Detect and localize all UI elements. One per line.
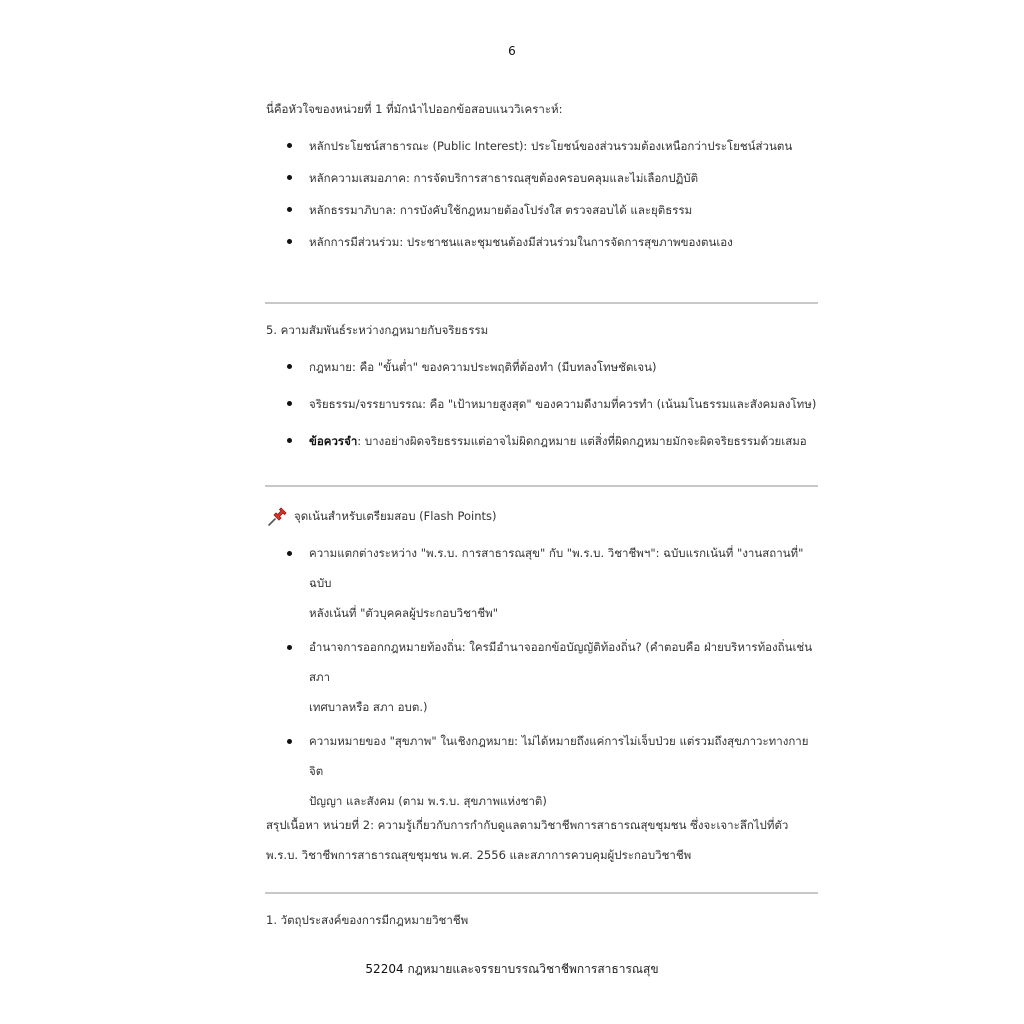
divider	[265, 892, 818, 894]
remember-label: ข้อควรจำ	[309, 434, 358, 448]
summary-line: พ.ร.บ. วิชาชีพการสาธารณสุขชุมชน พ.ศ. 2556 และสภาการควบคุมผู้ประกอบวิชาชีพ	[266, 848, 692, 862]
list-item	[285, 632, 825, 722]
list-item	[285, 351, 825, 383]
list-item: หลักความเสมอภาค: การจัดบริการสาธารณสุขต้องครอบคลุมและไม่เลือกปฏิบัติ	[285, 162, 825, 194]
list-item	[285, 388, 825, 420]
intro-text: นี่คือหัวใจของหน่วยที่ 1 ที่มักนำไปออกข้อสอบแนววิเคราะห์:	[266, 102, 563, 116]
section-heading: 1. วัตถุประสงค์ของการมีกฎหมายวิชาชีพ	[266, 913, 469, 927]
course-title: กฎหมายและจรรยาบรรณวิชาชีพการสาธารณสุข	[407, 962, 659, 976]
list-item-text: : บางอย่างผิดจริยธรรมแต่อาจไม่ผิดกฎหมาย แต่สิ่งที่ผิดกฎหมายมักจะผิดจริยธรรมด้วยเสมอ	[357, 434, 807, 448]
divider	[265, 485, 818, 487]
list-item-line: เทศบาลหรือ สภา อบต.)	[309, 700, 428, 714]
list-item-text: กฎหมาย: คือ "ขั้นต่ำ" ของความประพฤติที่ต้องทำ (มีบทลงโทษชัดเจน)	[309, 360, 657, 374]
list-item	[285, 726, 825, 816]
principles-list	[285, 130, 825, 258]
law-ethics-list	[285, 351, 825, 457]
list-item: หลักประโยชน์สาธารณะ (Public Interest): ประโยชน์ของส่วนรวมต้องเหนือกว่าประโยชน์ส่วนตน	[285, 130, 825, 162]
list-item: หลักธรรมาภิบาล: การบังคับใช้กฎหมายต้องโปร่งใส ตรวจสอบได้ และยุติธรรม	[285, 194, 825, 226]
list-item-line: ความหมายของ "สุขภาพ" ในเชิงกฎหมาย: ไม่ได้หมายถึงแค่การไม่เจ็บป่วย แต่รวมถึงสุขภาวะทางกาย จิต	[309, 734, 809, 778]
list-item-line: อำนาจการออกกฎหมายท้องถิ่น: ใครมีอำนาจออกข้อบัญญัติท้องถิ่น? (คำตอบคือ ฝ่ายบริหารท้องถิ่นเช่น สภา	[309, 640, 813, 684]
flash-points-heading	[266, 506, 496, 528]
list-item-line: หลังเน้นที่ "ตัวบุคคลผู้ประกอบวิชาชีพ"	[309, 606, 499, 620]
list-item	[285, 538, 825, 628]
course-code: 52204	[365, 962, 404, 976]
list-item-text: จริยธรรม/จรรยาบรรณ: คือ "เป้าหมายสูงสุด" ของความดีงามที่ควรทำ (เน้นมโนธรรมและสังคมลงโทษ)	[309, 397, 817, 411]
page-footer	[0, 960, 1024, 979]
section-heading: 5. ความสัมพันธ์ระหว่างกฎหมายกับจริยธรรม	[266, 323, 489, 337]
pushpin-icon	[266, 506, 288, 528]
divider	[265, 302, 818, 304]
unit-summary	[266, 810, 826, 870]
flash-points-list	[285, 538, 825, 816]
page-number: 6	[508, 44, 516, 58]
list-item	[285, 425, 825, 457]
list-item-line: ความแตกต่างระหว่าง "พ.ร.บ. การสาธารณสุข" กับ "พ.ร.บ. วิชาชีพฯ": ฉบับแรกเน้นที่ "งานสถานที่" ฉบับ	[309, 546, 804, 590]
list-item-line: ปัญญา และสังคม (ตาม พ.ร.บ. สุขภาพแห่งชาติ)	[309, 794, 547, 808]
summary-line: สรุปเนื้อหา หน่วยที่ 2: ความรู้เกี่ยวกับการกำกับดูแลตามวิชาชีพการสาธารณสุขชุมชน ซึ่งจะเจาะลึกไปที่ตัว	[266, 818, 789, 832]
list-item: หลักการมีส่วนร่วม: ประชาชนและชุมชนต้องมีส่วนร่วมในการจัดการสุขภาพของตนเอง	[285, 226, 825, 258]
flash-points-title: จุดเน้นสำหรับเตรียมสอบ (Flash Points)	[294, 509, 497, 523]
